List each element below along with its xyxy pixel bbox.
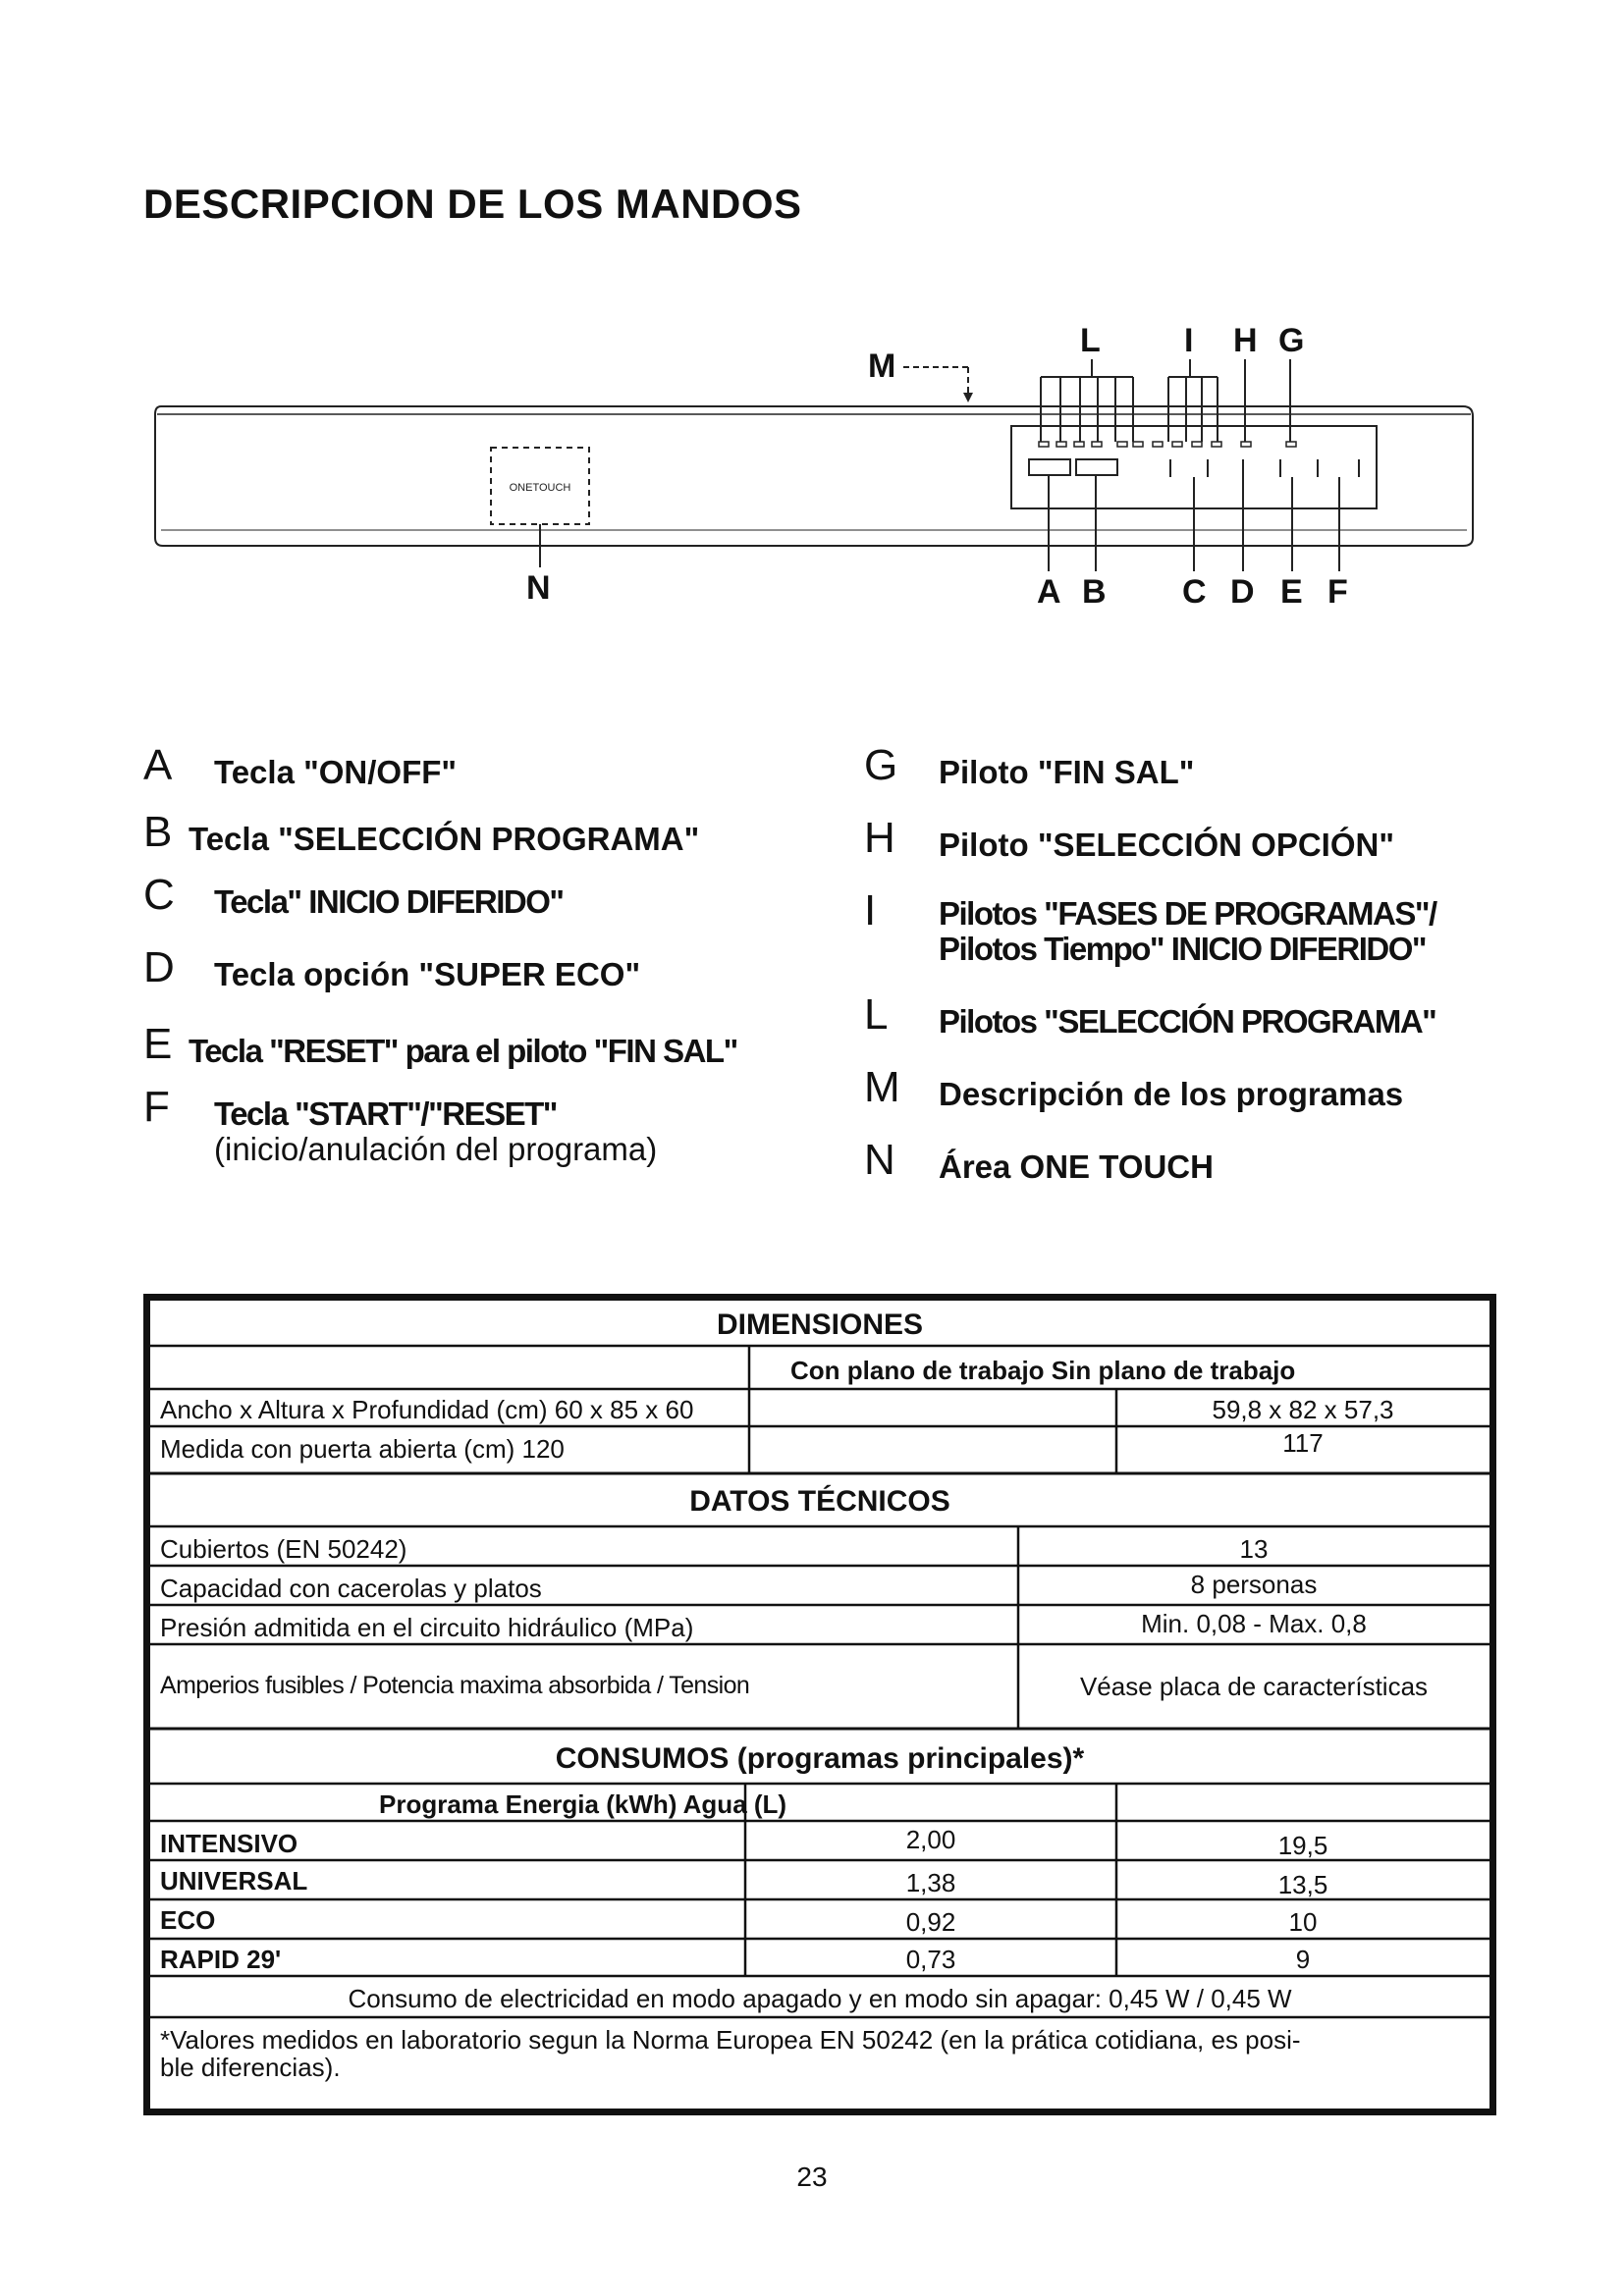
legend-text: Piloto "FIN SAL" xyxy=(939,754,1195,790)
consumos-row-2-agua: 13,5 xyxy=(1277,1870,1328,1899)
dimensiones-subheader: Con plano de trabajo Sin plano de trabajo xyxy=(790,1356,1296,1385)
diagram-label-c: C xyxy=(1182,573,1207,611)
legend-text: Tecla "RESET" para el piloto "FIN SAL" xyxy=(189,1033,737,1069)
consumos-standby: Consumo de electricidad en modo apagado y en modo sin apagar: 0,45 W / 0,45 W xyxy=(348,1984,1292,2013)
diagram-label-n: N xyxy=(526,569,551,607)
legend-text: Tecla opción "SUPER ECO" xyxy=(214,956,641,992)
diagram-label-i: I xyxy=(1184,322,1194,359)
diagram-label-b: B xyxy=(1082,573,1107,611)
datos-row-3-label: Presión admitida en el circuito hidráulico (MPa) xyxy=(160,1613,694,1642)
datos-row-3-value: Min. 0,08 - Max. 0,8 xyxy=(1141,1609,1367,1638)
dimensiones-row-1-value: 59,8 x 82 x 57,3 xyxy=(1212,1395,1394,1424)
button-a-shape xyxy=(1029,459,1070,475)
consumos-row-4-energia: 0,73 xyxy=(905,1945,956,1974)
legend-text: Descripción de los programas xyxy=(939,1076,1404,1112)
page-title: DESCRIPCION DE LOS MANDOS xyxy=(143,181,802,227)
dimensiones-row-2-value: 117 xyxy=(1282,1428,1324,1458)
legend-text: Tecla "ON/OFF" xyxy=(214,754,458,790)
legend-text: Piloto "SELECCIÓN OPCIÓN" xyxy=(939,827,1394,863)
diagram-label-g: G xyxy=(1278,322,1305,359)
legend-letter: I xyxy=(864,886,877,934)
technical-data-table xyxy=(143,1294,1496,2115)
legend-letter: E xyxy=(143,1020,173,1068)
consumos-row-2-energia: 1,38 xyxy=(905,1868,956,1897)
consumos-row-2-programa: UNIVERSAL xyxy=(160,1866,308,1896)
diagram-label-e: E xyxy=(1280,573,1303,611)
diagram-label-a: A xyxy=(1037,573,1061,611)
diagram-label-l: L xyxy=(1080,322,1101,359)
dimensiones-header: DIMENSIONES xyxy=(716,1308,924,1341)
legend-text: Pilotos "FASES DE PROGRAMAS"/ xyxy=(939,895,1436,932)
button-b-shape xyxy=(1076,459,1117,475)
dimensiones-row-1-label: Ancho x Altura x Profundidad (cm) 60 x 85 x 60 xyxy=(160,1395,694,1424)
legend-letter: L xyxy=(864,990,889,1039)
legend-letter: C xyxy=(143,871,175,919)
consumos-header: CONSUMOS (programas principales)* xyxy=(555,1742,1085,1775)
page-number: 23 xyxy=(796,2162,828,2192)
legend-letter: F xyxy=(143,1083,170,1131)
datos-row-1-label: Cubiertos (EN 50242) xyxy=(160,1534,407,1564)
datos-header: DATOS TÉCNICOS xyxy=(689,1485,950,1518)
consumos-row-4-programa: RAPID 29' xyxy=(160,1945,282,1974)
legend-text: Tecla "START"/"RESET" xyxy=(214,1095,557,1132)
diagram-label-m: M xyxy=(868,347,896,385)
legend-letter: G xyxy=(864,741,898,789)
consumos-row-1-programa: INTENSIVO xyxy=(160,1829,298,1858)
datos-row-4-value: Véase placa de características xyxy=(1079,1672,1429,1701)
datos-row-1-value: 13 xyxy=(1239,1534,1269,1564)
legend-text: Pilotos "SELECCIÓN PROGRAMA" xyxy=(939,1003,1436,1040)
consumos-row-4-agua: 9 xyxy=(1295,1945,1311,1974)
consumos-row-3-agua: 10 xyxy=(1288,1907,1318,1937)
legend-letter: N xyxy=(864,1136,895,1184)
legend-text-2: Pilotos Tiempo" INICIO DIFERIDO" xyxy=(939,931,1427,967)
legend-letter: D xyxy=(143,943,175,991)
legend-text: Tecla "SELECCIÓN PROGRAMA" xyxy=(189,821,700,857)
datos-row-2-label: Capacidad con cacerolas y platos xyxy=(160,1574,542,1603)
consumos-subheader: Programa Energia (kWh) Agua (L) xyxy=(379,1789,787,1819)
legend-letter: B xyxy=(143,808,173,856)
legend-letter: A xyxy=(143,741,173,789)
consumos-row-1-agua: 19,5 xyxy=(1277,1831,1328,1860)
legend-letter: M xyxy=(864,1063,900,1111)
datos-row-4-label: Amperios fusibles / Potencia maxima absorbida / Tension xyxy=(160,1672,750,1699)
legend-letter: H xyxy=(864,814,895,862)
diagram-label-d: D xyxy=(1230,573,1255,611)
consumos-row-3-programa: ECO xyxy=(160,1905,216,1935)
datos-row-2-value: 8 personas xyxy=(1190,1570,1318,1599)
dimensiones-row-2-label: Medida con puerta abierta (cm) 120 xyxy=(160,1434,565,1464)
consumos-note-line-2: ble diferencias). xyxy=(160,2053,341,2082)
diagram-label-h: H xyxy=(1233,322,1258,359)
consumos-row-1-energia: 2,00 xyxy=(905,1825,956,1854)
onetouch-logo-text: ONETOUCH xyxy=(509,482,571,494)
panel-outline xyxy=(155,406,1473,546)
legend-subtext: (inicio/anulación del programa) xyxy=(214,1131,658,1167)
legend-text: Tecla" INICIO DIFERIDO" xyxy=(214,883,564,920)
legend-text: Área ONE TOUCH xyxy=(939,1148,1214,1185)
consumos-note-line-1: *Valores medidos en laboratorio segun la Norma Europea EN 50242 (en la prática cotidiana, es posi- xyxy=(160,2025,1301,2055)
consumos-row-3-energia: 0,92 xyxy=(905,1907,956,1937)
diagram-label-f: F xyxy=(1327,573,1348,611)
control-panel-diagram xyxy=(147,324,1492,618)
